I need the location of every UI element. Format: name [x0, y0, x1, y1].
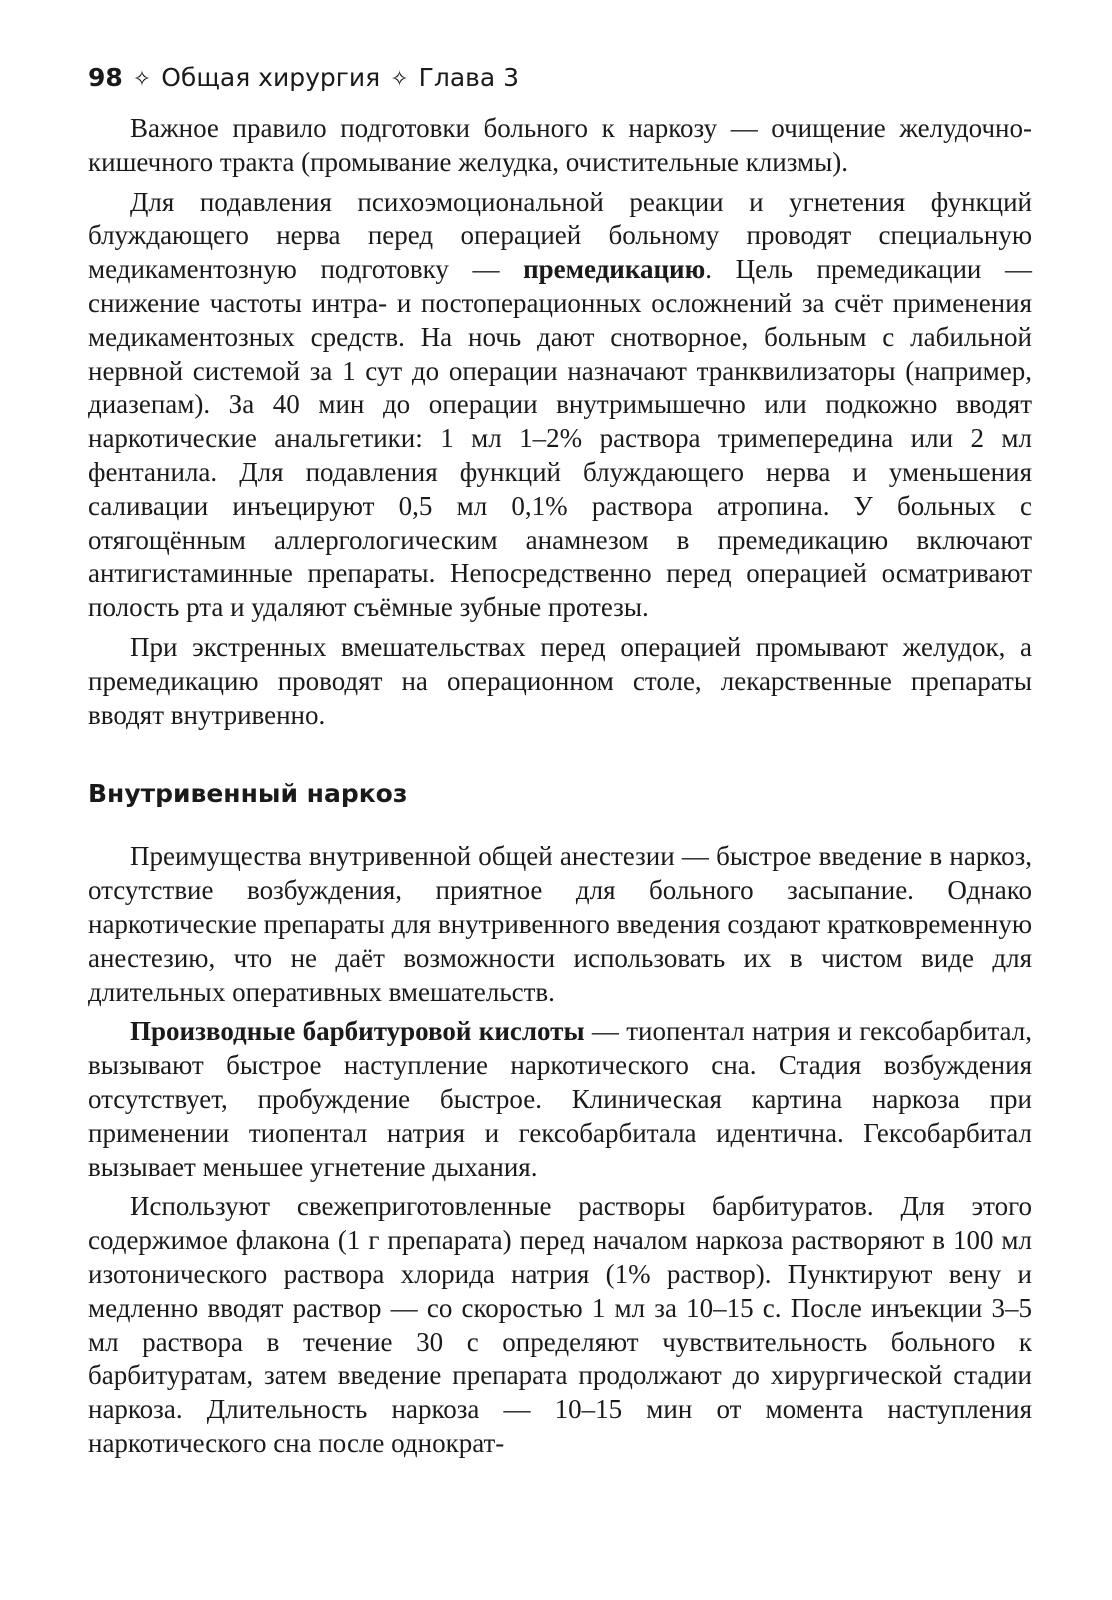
paragraph-emergency: При экстренных вмешательствах перед операцией промывают желудок, а премедикацию проводят на операционном столе, лекарственные препараты вводят внутривенно.: [88, 631, 1032, 730]
paragraph-text: Для подавления психоэмоциональной реакции и угнетения функций блуждающего нерва перед операцией больному проводят специальную медикаментозную подготовку —: [88, 186, 1032, 285]
paragraph-iv-advantages: Преимущества внутривенной общей анестезии — быстрое введение в наркоз, отсутствие возбуждения, приятное для больного засыпание. Однако наркотические препараты для внутривенного введения создают кратковременную анестезию, что не даёт возможности использовать их в чистом виде для длительных оперативных вмешательств.: [88, 841, 1032, 1007]
body-text: [88, 112, 1032, 732]
paragraph-bowel-prep: Важное правило подготовки больного к наркозу — очищение желудочно-кишечного тракта (промывание желудка, очистительные клизмы).: [88, 113, 1032, 177]
paragraph-barbiturate-solution: Используют свежеприготовленные растворы барбитуратов. Для этого содержимое флакона (1 г препарата) перед началом наркоза растворяют в 100 мл изотонического раствора хлорида натрия (1% раствор). Пунктируют вену и медленно вводят раствор — со скоростью 1 мл за 10–15 с. После инъекции 3–5 мл раствора в течение 30 с определяют чувствительность больного к барбитуратам, затем введение препарата продолжают до хирургической стадии наркоза. Длительность наркоза — 10–15 мин от момента наступления наркотического сна после однократ-: [88, 1191, 1032, 1458]
chapter-label: Глава 3: [418, 63, 520, 92]
paragraph-text: . Цель премедикации — снижение частоты интра- и постоперационных осложнений за счёт применения медикаментозных средств. На ночь дают снотворное, больным с лабильной нервной системой за 1 сут до операции назначают транквилизаторы (например, диазепам). За 40 мин до операции внутримышечно или подкожно вводят наркотические анальгетики: 1 мл 1–2% раствора тримепередина или 2 мл фентанила. Для подавления функций блуждающего нерва и уменьшения саливации инъецируют 0,5 мл 0,1% раствора атропина. У больных с отягощённым аллергологическим анамнезом в премедикацию включают антигистаминные препараты. Непосредственно перед операцией осматривают полость рта и удаляют съёмные зубные протезы.: [88, 254, 1032, 623]
paragraph-text: — тиопентал натрия и гексобарбитал, вызывают быстрое наступление наркотического сна. Стадия возбуждения отсутствует, пробуждение быстрое. Клиническая картина наркоза при применении тиопентал натрия и гексобарбитала идентична. Гексобарбитал вызывает меньшее угнетение дыхания.: [88, 1016, 1032, 1182]
separator-icon: ✧: [390, 67, 409, 92]
paragraph-premedication: [88, 186, 1032, 625]
book-page: [88, 58, 1032, 1461]
book-title: Общая хирургия: [161, 63, 381, 92]
term-premedication: премедикацию: [523, 254, 706, 285]
section-body-text: [88, 840, 1032, 1460]
section-heading: Внутривенный наркоз: [88, 779, 408, 809]
term-barbiturates: Производные барбитуровой кислоты: [130, 1016, 585, 1047]
paragraph-barbiturates: [88, 1015, 1032, 1184]
page-number: 98: [88, 63, 123, 92]
running-head: [88, 58, 1032, 98]
separator-icon: ✧: [132, 67, 152, 92]
